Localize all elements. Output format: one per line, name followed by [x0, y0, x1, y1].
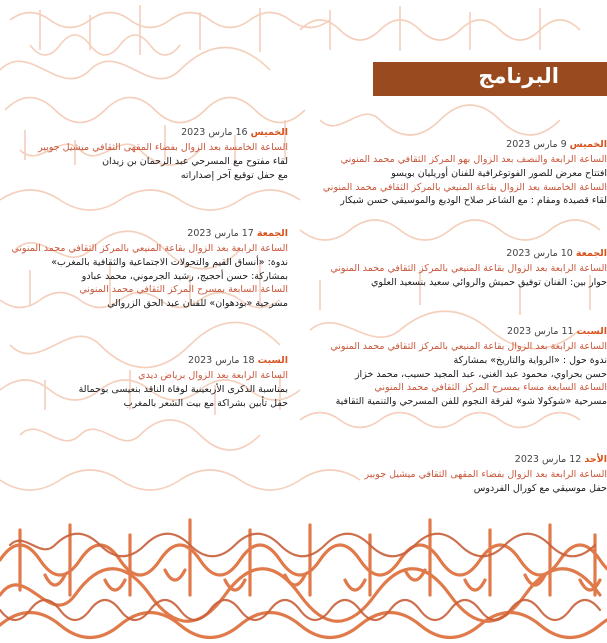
event-line: لقاء قصيدة ومقام : مع الشاعر صلاح الوديع والموسيقي حسن شيكار — [340, 195, 607, 207]
day-heading — [300, 453, 607, 466]
day-date: 11 مارس 2023 — [507, 326, 574, 337]
day-block — [300, 325, 607, 409]
event-line: بمشاركة: حسن أحجيج، رشيد الجرموني، محمد عبادو — [81, 270, 288, 282]
day-date: 10 مارس 2023 — [506, 248, 573, 259]
day-block — [300, 453, 607, 496]
event-line: حفل تأبين بشراكة مع بيت الشعر بالمغرب — [123, 397, 288, 409]
event-line: الساعة الرابعة بعد الزوال بقاعة المنيعي بالمركز الثقافي محمد المنوني — [11, 243, 288, 254]
event-line: الساعة الرابعة بعد الزوال برياض ديدي — [138, 370, 288, 381]
day-name: السبت — [576, 326, 607, 337]
day-block — [38, 126, 288, 182]
page-title: البرنامج — [478, 64, 559, 88]
event-line: الساعة السابعة بمسرح المركز الثقافي محمد المنوني — [79, 284, 288, 296]
event-line: حوار بين: الفنان توفيق حميش والروائي سعيد بنسعيد العلوي — [371, 276, 607, 288]
day-block — [300, 247, 607, 290]
day-heading — [60, 227, 288, 240]
event-line: الساعة الرابعة والنصف بعد الزوال بهو المركز الثقافي محمد المنوني — [340, 154, 607, 165]
day-name: الجمعة — [256, 228, 288, 239]
event-line: ندوة حول : «الرواية والتاريخ» بمشاركة — [453, 354, 607, 366]
day-block — [60, 354, 288, 410]
event-line: مع حفل توقيع آخر إصداراته — [180, 169, 288, 181]
day-heading — [300, 247, 607, 260]
event-line: حفل موسيقي مع كورال الفردوس — [473, 482, 607, 494]
event-line: الساعة الرابعة بعد الزوال بقاعة المنيعي بالمركز الثقافي محمد المنوني — [330, 263, 607, 274]
event-line: مسرحية «شوكولا شو» لفرقة النجوم للفن المسرحي والتنمية الثقافية — [335, 396, 607, 408]
day-date: 16 مارس 2023 — [181, 127, 248, 138]
event-line: لقاء مفتوح مع المسرحي عبد الرحمان بن زيدان — [102, 155, 288, 167]
day-name: السبت — [257, 355, 288, 366]
event-line: مسرحية «بودهوان» للفنان عبد الحق الزروالي — [107, 298, 288, 310]
day-name: الخميس — [569, 139, 607, 150]
event-line: الساعة الرابعة بعد الزوال بفضاء المقهى الثقافي ميشيل جوبير — [364, 469, 607, 480]
day-block — [11, 227, 288, 311]
day-heading — [300, 325, 607, 338]
day-date: 17 مارس 2023 — [187, 228, 254, 239]
day-name: الخميس — [250, 127, 288, 138]
day-date: 12 مارس 2023 — [514, 454, 582, 465]
event-line: افتتاح معرض للصور الفوتوغرافية للفنان أوريليان بويسو — [391, 167, 607, 179]
day-name: الأحد — [584, 454, 607, 465]
event-line: الساعة الخامسة بعد الزوال بقاعة المنيعي بالمركز الثقافي محمد المنوني — [322, 181, 607, 193]
day-heading — [300, 138, 607, 151]
title-banner — [373, 62, 607, 96]
day-block — [300, 138, 607, 208]
day-date: 18 مارس 2023 — [188, 355, 255, 366]
event-line: بمناسبة الذكرى الأربعينية لوفاة الناقد بنعيسى بوحمالة — [78, 383, 288, 395]
day-heading — [60, 126, 288, 139]
event-line: الساعة الرابعة بعد الزوال بقاعة المنيعي بالمركز الثقافي محمد المنوني — [330, 341, 607, 352]
event-line: الساعة الخامسة بعد الزوال بفضاء المقهى الثقافي ميشيل جوبير — [38, 142, 288, 153]
day-date: 9 مارس 2023 — [506, 139, 567, 150]
day-heading — [60, 354, 288, 367]
day-name: الجمعة — [575, 248, 607, 259]
event-line: ندوة: «أنساق القيم والتحولات الاجتماعية والثقافية بالمغرب» — [51, 256, 288, 268]
event-line: الساعة السابعة مساء بمسرح المركز الثقافي محمد المنوني — [374, 382, 607, 394]
event-line: حسن بحراوي، محمود عبد الغني، عبد المجيد حسيب، محمد خزاز — [354, 368, 607, 380]
